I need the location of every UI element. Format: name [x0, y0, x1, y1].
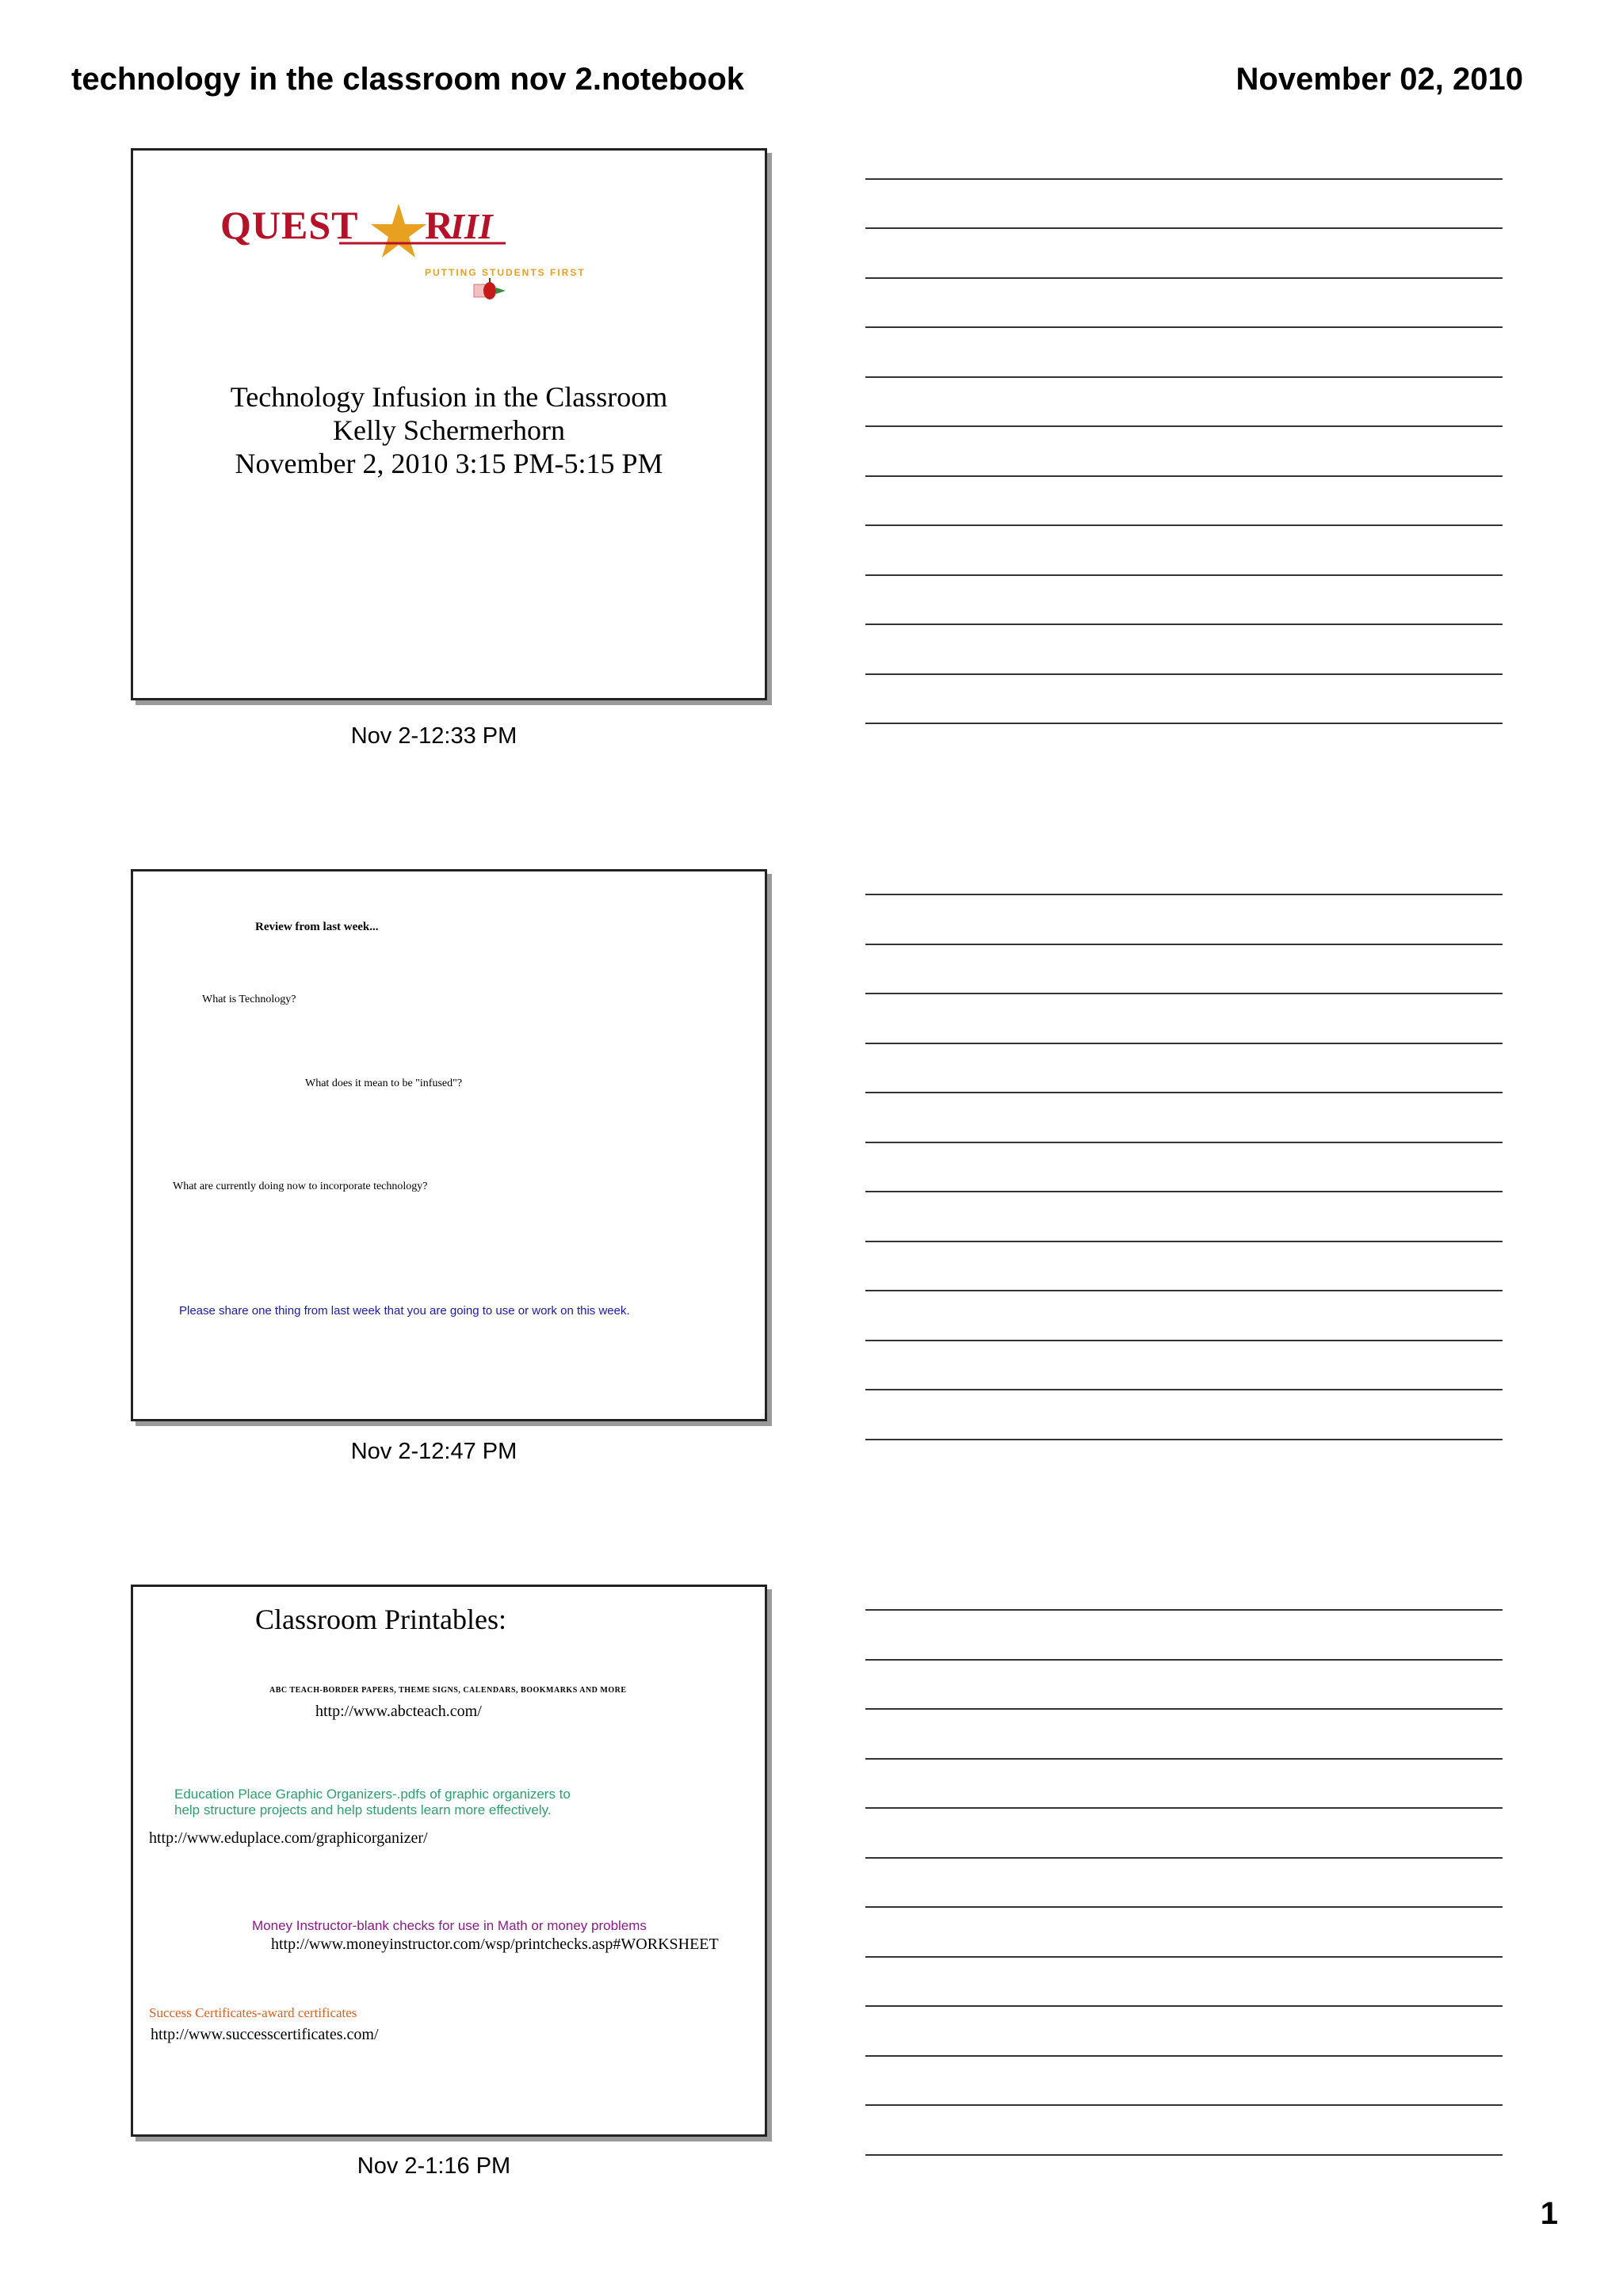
slide-1: [131, 148, 767, 700]
slide-2-timestamp: Nov 2-12:47 PM: [350, 1439, 517, 1464]
slide-3-title: Classroom Printables:: [255, 1604, 506, 1635]
svg-text:III: III: [450, 206, 493, 246]
slide-2: [131, 869, 767, 1421]
slide-3: [131, 1585, 767, 2137]
questar-logo: [220, 194, 601, 278]
abcteach-url[interactable]: http://www.abcteach.com/: [315, 1703, 482, 1720]
moneyinstructor-url[interactable]: http://www.moneyinstructor.com/wsp/printchecks.asp#WORKSHEET: [271, 1936, 719, 1953]
slide-2-question-2: What does it mean to be "infused"?: [305, 1077, 463, 1089]
slide-2-question-1: What is Technology?: [202, 994, 296, 1005]
slide-1-line-3: November 2, 2010 3:15 PM-5:15 PM: [235, 448, 663, 479]
slide-1-line-1: Technology Infusion in the Classroom: [230, 381, 668, 413]
svg-text:R: R: [425, 203, 454, 247]
notebook-date: November 02, 2010: [1235, 62, 1523, 97]
abcteach-label: ABC TEACH-BORDER PAPERS, THEME SIGNS, CALENDARS, BOOKMARKS AND MORE: [269, 1686, 627, 1695]
slide-1-timestamp: Nov 2-12:33 PM: [350, 723, 517, 749]
eduplace-label-line-1: Education Place Graphic Organizers-.pdfs of graphic organizers to: [174, 1787, 571, 1802]
slide-2-prompt: Please share one thing from last week that you are going to use or work on this week.: [179, 1304, 630, 1318]
notebook-title: technology in the classroom nov 2.notebook: [71, 62, 745, 97]
svg-text:QUEST: QUEST: [220, 203, 359, 247]
slide-2-question-3: What are currently doing now to incorporate technology?: [173, 1180, 428, 1192]
apple-pencil-icon: [472, 273, 507, 305]
eduplace-label-line-2: help structure projects and help students learn more effectively.: [174, 1802, 552, 1817]
page-number: 1: [1540, 2196, 1558, 2231]
moneyinstructor-label: Money Instructor-blank checks for use in Math or money problems: [252, 1918, 647, 1933]
eduplace-url[interactable]: http://www.eduplace.com/graphicorganizer/: [149, 1829, 428, 1847]
slide-3-timestamp: Nov 2-1:16 PM: [357, 2153, 511, 2179]
successcertificates-url[interactable]: http://www.successcertificates.com/: [151, 2026, 379, 2043]
slide-1-line-2: Kelly Schermerhorn: [333, 414, 565, 446]
logo-tagline: PUTTING STUDENTS FIRST: [425, 267, 586, 278]
slide-2-heading: Review from last week...: [255, 921, 379, 933]
successcertificates-label: Success Certificates-award certificates: [149, 2005, 357, 2020]
